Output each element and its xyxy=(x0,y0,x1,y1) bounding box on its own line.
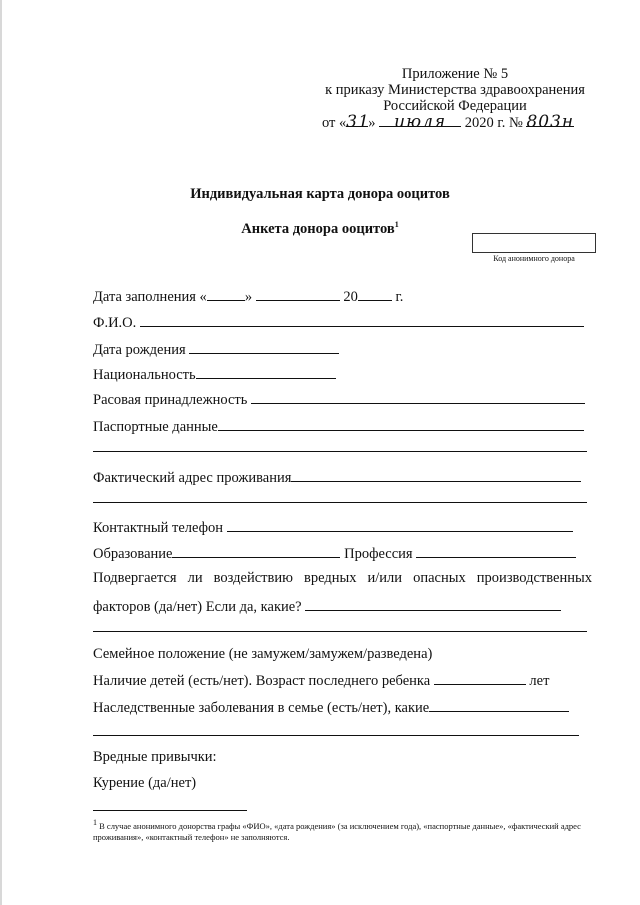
fill-date-row xyxy=(93,286,403,306)
children-age-field[interactable] xyxy=(434,670,526,685)
passport-continuation-line[interactable] xyxy=(93,451,587,452)
footnote-text: В случае анонимного донорства графы «ФИО», «дата рождения» (за исключением года), «паспортные данные», «фактический адрес проживания», «контактный телефон» не заполняются. xyxy=(93,820,581,842)
date-mid: » xyxy=(368,115,376,131)
date-month: июля xyxy=(379,112,461,127)
phone-field[interactable] xyxy=(227,517,573,532)
race-label: Расовая принадлежность xyxy=(93,392,248,408)
profession-label: Профессия xyxy=(344,546,413,562)
date-prefix: от « xyxy=(322,115,347,131)
date-day: 31 xyxy=(346,112,370,132)
smoking-row: Курение (да/нет) xyxy=(93,775,197,791)
education-field[interactable] xyxy=(172,543,340,558)
address-field[interactable] xyxy=(291,467,581,482)
hereditary-label: Наследственные заболевания в семье (есть/нет), какие xyxy=(93,700,430,716)
hereditary-row xyxy=(93,697,569,717)
fill-date-day-field[interactable] xyxy=(207,286,245,301)
fill-date-year-field[interactable] xyxy=(358,286,392,301)
hereditary-continuation-line[interactable] xyxy=(93,735,579,736)
children-row xyxy=(93,670,549,690)
hazard-question-line-1: Подвергается ли воздействию вредных и/или опасных производственных xyxy=(93,570,592,586)
education-row xyxy=(93,543,576,563)
footnote-marker: 1 xyxy=(93,818,97,827)
marital-label: Семейное положение (не замужем/замужем/разведена) xyxy=(93,646,433,662)
hazard-field[interactable] xyxy=(305,596,561,611)
children-label: Наличие детей (есть/нет). Возраст последнего ребенка xyxy=(93,673,431,689)
fio-field[interactable] xyxy=(140,312,584,327)
date-year: 2020 г. № xyxy=(464,115,523,131)
nationality-label: Национальность xyxy=(93,367,196,383)
phone-row xyxy=(93,517,573,537)
order-number: 803н xyxy=(526,112,575,132)
race-field[interactable] xyxy=(251,389,585,404)
fill-date-label: Дата заполнения « xyxy=(93,289,207,305)
passport-field[interactable] xyxy=(218,416,584,431)
document-title: Индивидуальная карта донора ооцитов xyxy=(190,186,450,202)
marital-row xyxy=(93,645,432,663)
profession-field[interactable] xyxy=(416,543,576,558)
passport-label: Паспортные данные xyxy=(93,419,218,435)
appendix-line-1: Приложение № 5 xyxy=(401,66,509,82)
hereditary-field[interactable] xyxy=(429,697,569,712)
hazard-row xyxy=(93,596,561,616)
fio-label: Ф.И.О. xyxy=(93,315,137,331)
birth-date-label: Дата рождения xyxy=(93,342,186,358)
fill-date-year-prefix: 20 xyxy=(343,289,358,305)
appendix-line-2: к приказу Министерства здравоохранения xyxy=(325,82,585,98)
appendix-line-3: Российской Федерации xyxy=(383,98,527,114)
phone-label: Контактный телефон xyxy=(93,520,224,536)
donor-code-caption: Код анонимного донора xyxy=(493,254,575,263)
habits-heading: Вредные привычки: xyxy=(93,749,217,765)
address-row xyxy=(93,467,581,487)
address-label: Фактический адрес проживания xyxy=(93,470,292,486)
race-row xyxy=(93,389,585,409)
donor-code-field[interactable] xyxy=(472,233,596,253)
nationality-row xyxy=(93,364,336,384)
fill-date-mid: » xyxy=(244,289,253,305)
page-edge xyxy=(0,0,2,905)
footnote xyxy=(93,817,593,843)
address-continuation-line[interactable] xyxy=(93,502,587,503)
education-label: Образование xyxy=(93,546,173,562)
hazard-label: факторов (да/нет) Если да, какие? xyxy=(93,599,302,615)
fill-date-suffix: г. xyxy=(395,289,404,305)
subtitle-footnote-marker: 1 xyxy=(394,220,399,229)
subtitle-text: Анкета донора ооцитов xyxy=(241,220,395,237)
footnote-rule xyxy=(93,810,247,811)
passport-row xyxy=(93,416,584,436)
nationality-field[interactable] xyxy=(196,364,336,379)
birth-date-row xyxy=(93,339,339,359)
hazard-continuation-line[interactable] xyxy=(93,631,587,632)
birth-date-field[interactable] xyxy=(189,339,339,354)
children-suffix: лет xyxy=(529,673,550,689)
appendix-order-date xyxy=(322,112,574,132)
fio-row xyxy=(93,312,584,332)
fill-date-month-field[interactable] xyxy=(256,286,340,301)
